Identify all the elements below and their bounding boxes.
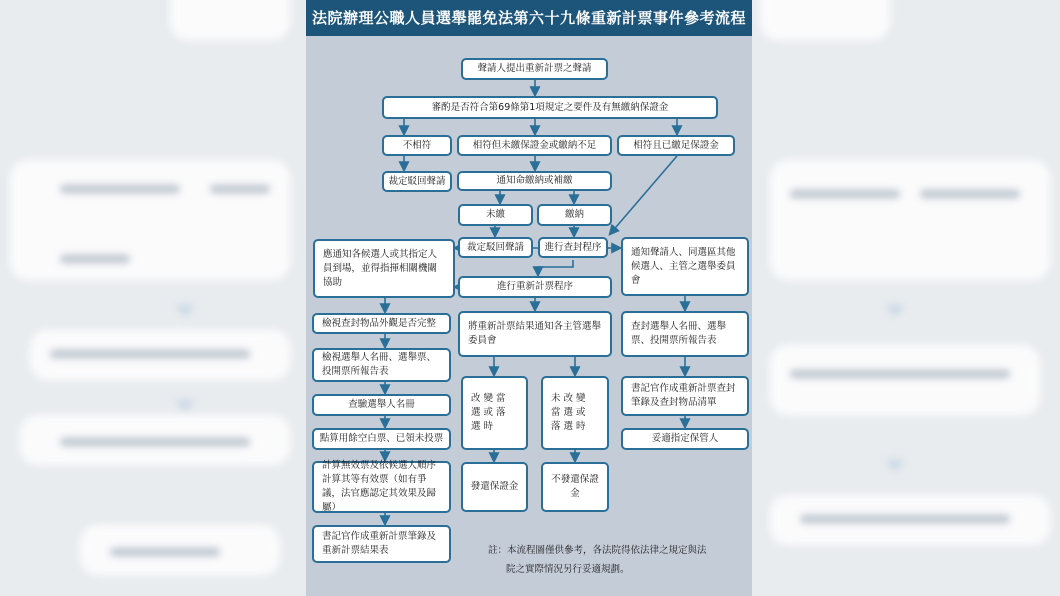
not-match-node: 不相符 (382, 135, 452, 156)
unpaid-node: 未繳 (458, 204, 533, 226)
dismiss-node-2: 裁定駁回聲請 (458, 237, 533, 258)
check-voters-node: 查驗選舉人名冊 (312, 394, 451, 416)
footnote-line-1: 註：本流程圖僅供參考，各法院得依法律之規定與法 (488, 545, 707, 556)
paid-node: 繳納 (537, 204, 612, 226)
recount-proc-node: 進行重新計票程序 (458, 276, 612, 298)
inspect-seal-node: 檢視查封物品外觀是否完整 (312, 313, 451, 334)
footnote (488, 541, 750, 579)
calc-invalid-node: 計算無效票及依候選人順序計算其等有效票（如有爭議，法官應認定其效果及歸屬） (312, 461, 451, 513)
unchanged-node: 未改變當選或落選時 (541, 376, 609, 450)
notify-parties-node: 通知聲請人、同選區其他候選人、主管之選舉委員會 (621, 237, 749, 296)
footnote-line-2: 院之實際情況另行妥適規劃。 (506, 564, 630, 575)
count-blank-node: 點算用餘空白票、已領未投票 (312, 428, 451, 450)
match-unpaid-node: 相符但未繳保證金或繳納不足 (457, 135, 612, 156)
dismiss-node-1: 裁定駁回聲請 (382, 171, 452, 192)
flowchart-panel (306, 0, 752, 596)
inspect-lists-node: 檢視選舉人名冊、選舉票、投開票所報告表 (312, 348, 451, 382)
seal-proc-node: 進行查封程序 (538, 237, 608, 258)
seal-lists-node: 查封選舉人名冊、選舉票、投開票所報告表 (621, 311, 749, 357)
custodian-node: 妥適指定保管人 (621, 428, 749, 450)
review-node: 審酌是否符合第69條第1項規定之要件及有無繳納保證金 (382, 96, 718, 119)
notify-result-node: 將重新計票結果通知各主管選舉委員會 (458, 311, 612, 357)
chart-title: 法院辦理公職人員選舉罷免法第六十九條重新計票事件參考流程 (306, 0, 752, 36)
match-paid-node: 相符且已繳足保證金 (617, 135, 735, 156)
changed-node: 改變當選或落選時 (461, 376, 528, 450)
clerk-record-1-node: 書記官作成重新計票查封筆錄及查封物品清單 (621, 376, 749, 416)
apply-node: 聲請人提出重新計票之聲請 (461, 58, 608, 80)
clerk-record-2-node: 書記官作成重新計票筆錄及重新計票結果表 (312, 525, 451, 563)
no-refund-node: 不發還保證金 (541, 462, 609, 512)
refund-node: 發還保證金 (461, 462, 528, 512)
notify-pay-node: 通知命繳納或補繳 (457, 171, 612, 191)
notify-candidates-node: 應通知各候選人或其指定人員到場，並得指揮相關機關協助 (313, 239, 455, 298)
